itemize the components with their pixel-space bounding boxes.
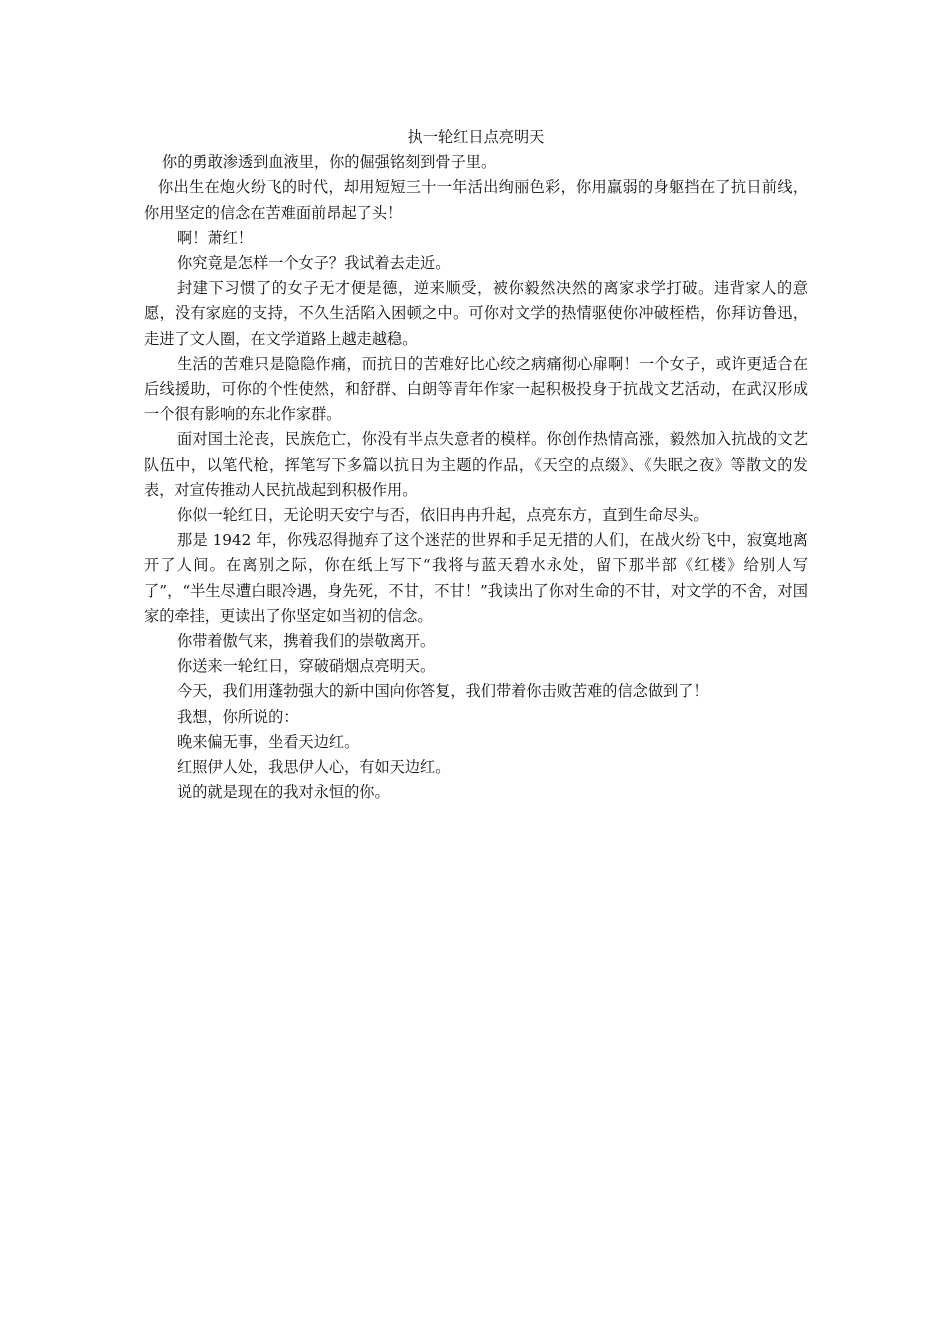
paragraph: 啊！萧红！: [177, 228, 253, 247]
paragraph: 面对国土沦丧，民族危亡，你没有半点失意者的模样。你创作热情高涨，毅然加入抗战的文艺队伍中，以笔代枪，挥笔写下多篇以抗日为主题的作品，《天空的点缀》、《失眠之夜》等散文的发表，对宣传推动人民抗战起到积极作用。: [144, 430, 808, 499]
paragraph: 生活的苦难只是隐隐作痛，而抗日的苦难好比心绞之病痛彻心扉啊！一个女子，或许更适合在后线援助，可你的个性使然，和舒群、白朗等青年作家一起积极投身于抗战文艺活动，在武汉形成一个很有影响的东北作家群。: [144, 354, 808, 424]
paragraph: 说的就是现在的我对永恒的你。: [177, 783, 390, 802]
paragraph: 你出生在炮火纷飞的时代，却用短短三十一年活出绚丽色彩，你用羸弱的身躯挡在了抗日前线，你用坚定的信念在苦难面前昂起了头！: [144, 178, 808, 222]
paragraph: 红照伊人处，我思伊人心，有如天边红。: [177, 758, 451, 777]
paragraph: 你似一轮红日，无论明天安宁与否，依旧冉冉升起，点亮东方，直到生命尽头。: [177, 506, 709, 525]
paragraph: 我想，你所说的：: [177, 707, 299, 726]
document-title: 执一轮红日点亮明天: [407, 128, 545, 146]
paragraph: 晚来偏无事，坐看天边红。: [177, 732, 360, 751]
paragraph: 你送来一轮红日，穿破硝烟点亮明天。: [177, 657, 436, 676]
paragraph: 今天，我们用蓬勃强大的新中国向你答复，我们带着你击败苦难的信念做到了！: [177, 682, 709, 701]
paragraph: 那是 1942 年，你残忍得抛弃了这个迷茫的世界和手足无措的人们，在战火纷飞中，寂寞地离开了人间。在离别之际，你在纸上写下“我将与蓝天碧水永处，留下那半部《红楼》给别人写了”，“半生尽遭白眼冷遇，身先死，不甘，不甘！”我读出了你对生命的不甘，对文学的不舍，对国家的牵挂，更读出了你坚定如当初的信念。: [144, 531, 808, 625]
document-body: [144, 125, 808, 805]
paragraph: 你带着傲气来，携着我们的崇敬离开。: [177, 632, 436, 651]
paragraph: 你究竟是怎样一个女子？我试着去走近。: [177, 254, 451, 273]
paragraph: 封建下习惯了的女子无才便是德，逆来顺受，被你毅然决然的离家求学打破。违背家人的意愿，没有家庭的支持，不久生活陷入困顿之中。可你对文学的热情驱使你冲破桎梏，你拜访鲁迅，走进了文人圈，在文学道路上越走越稳。: [144, 279, 808, 348]
paragraph: 你的勇敢渗透到血液里，你的倔强铭刻到骨子里。: [162, 153, 497, 172]
